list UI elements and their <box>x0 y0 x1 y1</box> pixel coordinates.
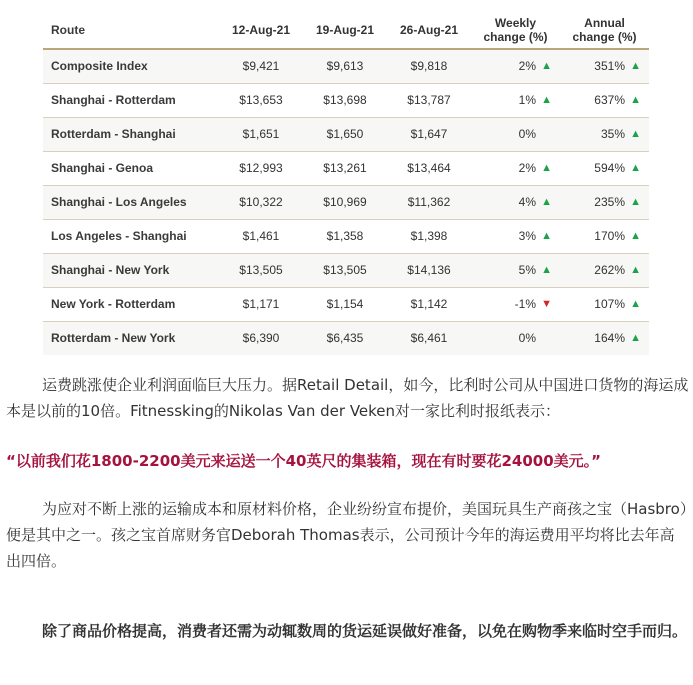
weekly-change-cell <box>471 117 560 151</box>
up-triangle-icon: ▲ <box>630 298 641 310</box>
date-1-cell: $9,421 <box>242 59 280 74</box>
up-triangle-icon: ▲ <box>630 60 641 73</box>
table-header-row <box>43 12 649 49</box>
change-value: 262% <box>594 263 625 277</box>
date-2-cell: $13,698 <box>323 93 367 107</box>
up-triangle-icon: ▲ <box>630 162 641 174</box>
weekly-change-cell <box>471 185 560 219</box>
annual-change-cell <box>560 253 649 287</box>
date-3-cell: $1,142 <box>410 297 448 311</box>
table-row <box>43 83 649 117</box>
date-2-cell: $13,261 <box>323 161 367 175</box>
change-value: 164% <box>594 331 625 346</box>
change-value: -1% <box>514 297 536 311</box>
change-value: 35% <box>600 127 625 141</box>
header-route: Route <box>51 23 85 37</box>
weekly-change-cell <box>471 83 560 117</box>
date-2-cell: $9,613 <box>326 59 364 74</box>
header-date-1: 12-Aug-21 <box>231 23 290 37</box>
date-1-cell: $10,322 <box>239 195 283 209</box>
change-value: 2% <box>518 59 536 74</box>
date-1-cell: $13,505 <box>239 263 283 277</box>
annual-change-cell <box>560 321 649 355</box>
up-triangle-icon: ▲ <box>630 230 641 242</box>
up-triangle-icon: ▲ <box>541 264 552 276</box>
date-1-cell: $1,461 <box>242 229 280 243</box>
change-value: 0% <box>518 127 536 141</box>
up-triangle-icon: ▲ <box>541 94 552 106</box>
down-triangle-icon: ▼ <box>541 298 552 310</box>
up-triangle-icon: ▲ <box>630 332 641 345</box>
change-value: 637% <box>594 93 625 107</box>
change-value: 594% <box>594 161 625 175</box>
weekly-change-cell <box>471 321 560 355</box>
weekly-change-cell <box>471 49 560 83</box>
route-cell: New York - Rotterdam <box>51 297 176 311</box>
annual-change-cell <box>560 287 649 321</box>
annual-change-cell <box>560 185 649 219</box>
date-2-cell: $13,505 <box>323 263 367 277</box>
change-value: 5% <box>518 263 536 277</box>
table-row <box>43 117 649 151</box>
date-2-cell: $1,154 <box>326 297 364 311</box>
header-date-2: 19-Aug-21 <box>315 23 374 37</box>
up-triangle-icon: ▲ <box>541 230 552 242</box>
up-triangle-icon: ▲ <box>630 196 641 208</box>
change-value: 0% <box>518 331 536 346</box>
annual-change-cell <box>560 219 649 253</box>
annual-change-cell <box>560 151 649 185</box>
route-cell: Shanghai - Genoa <box>51 161 154 175</box>
table-row <box>43 253 649 287</box>
date-3-cell: $1,647 <box>410 127 448 141</box>
route-cell: Shanghai - New York <box>51 263 170 277</box>
date-3-cell: $14,136 <box>407 263 451 277</box>
weekly-change-cell <box>471 287 560 321</box>
weekly-change-cell <box>471 151 560 185</box>
change-value: 3% <box>518 229 536 243</box>
table-row <box>43 185 649 219</box>
date-2-cell: $6,435 <box>326 331 364 346</box>
annual-change-cell <box>560 117 649 151</box>
weekly-change-cell <box>471 253 560 287</box>
route-cell: Los Angeles - Shanghai <box>51 229 187 243</box>
header-weekly-change: Weekly change (%) <box>483 16 548 44</box>
up-triangle-icon: ▲ <box>630 128 641 140</box>
up-triangle-icon: ▲ <box>541 162 552 174</box>
date-3-cell: $1,398 <box>410 229 448 243</box>
change-value: 107% <box>594 297 625 311</box>
route-cell: Rotterdam - Shanghai <box>51 127 176 141</box>
article-paragraph-2: 为应对不断上涨的运输成本和原材料价格，企业纷纷宣布提价，美国玩具生产商孩之宝（Hasbro）便是其中之一。孩之宝首席财务官Deborah Thomas表示，公司预计今年的海运费用平均将比去年高出四倍。 <box>6 500 688 570</box>
date-3-cell: $13,464 <box>407 161 451 175</box>
date-1-cell: $1,651 <box>242 127 280 141</box>
route-cell: Rotterdam - New York <box>51 331 176 346</box>
freight-rates-table-container <box>43 12 649 355</box>
date-3-cell: $13,787 <box>407 93 451 107</box>
header-annual-change: Annual change (%) <box>572 16 637 44</box>
date-3-cell: $11,362 <box>407 195 451 209</box>
change-value: 2% <box>518 161 536 175</box>
change-value: 235% <box>594 195 625 209</box>
article-paragraph-1: 运费跳涨使企业利润面临巨大压力。据Retail Detail，如今，比利时公司从中国进口货物的海运成本是以前的10倍。Fitnessking的Nikolas Van der Veken对一家比利时报纸表示： <box>6 376 689 420</box>
change-value: 351% <box>594 59 625 74</box>
date-1-cell: $1,171 <box>242 297 280 311</box>
date-1-cell: $6,390 <box>242 331 280 346</box>
date-3-cell: $6,461 <box>410 331 448 346</box>
route-cell: Shanghai - Los Angeles <box>51 195 187 209</box>
table-row <box>43 151 649 185</box>
table-row <box>43 321 649 355</box>
table-row <box>43 287 649 321</box>
table-row <box>43 49 649 83</box>
up-triangle-icon: ▲ <box>630 264 641 276</box>
freight-rates-table <box>43 12 649 355</box>
date-1-cell: $13,653 <box>239 93 283 107</box>
article-quote: “以前我们花1800-2200美元来运送一个40英尺的集装箱，现在有时要花24000美元。” <box>6 452 602 470</box>
annual-change-cell <box>560 83 649 117</box>
date-2-cell: $10,969 <box>323 195 367 209</box>
up-triangle-icon: ▲ <box>541 60 552 73</box>
route-cell: Composite Index <box>51 59 148 74</box>
date-2-cell: $1,358 <box>326 229 364 243</box>
route-cell: Shanghai - Rotterdam <box>51 93 176 107</box>
change-value: 4% <box>518 195 536 209</box>
table-row <box>43 219 649 253</box>
date-1-cell: $12,993 <box>239 161 283 175</box>
date-3-cell: $9,818 <box>410 59 448 74</box>
annual-change-cell <box>560 49 649 83</box>
article-paragraph-3: 除了商品价格提高，消费者还需为动辄数周的货运延误做好准备，以免在购物季来临时空手而归。 <box>42 622 688 640</box>
weekly-change-cell <box>471 219 560 253</box>
change-value: 170% <box>594 229 625 243</box>
date-2-cell: $1,650 <box>326 127 364 141</box>
change-value: 1% <box>518 93 536 107</box>
header-date-3: 26-Aug-21 <box>399 23 458 37</box>
up-triangle-icon: ▲ <box>630 94 641 106</box>
up-triangle-icon: ▲ <box>541 196 552 208</box>
